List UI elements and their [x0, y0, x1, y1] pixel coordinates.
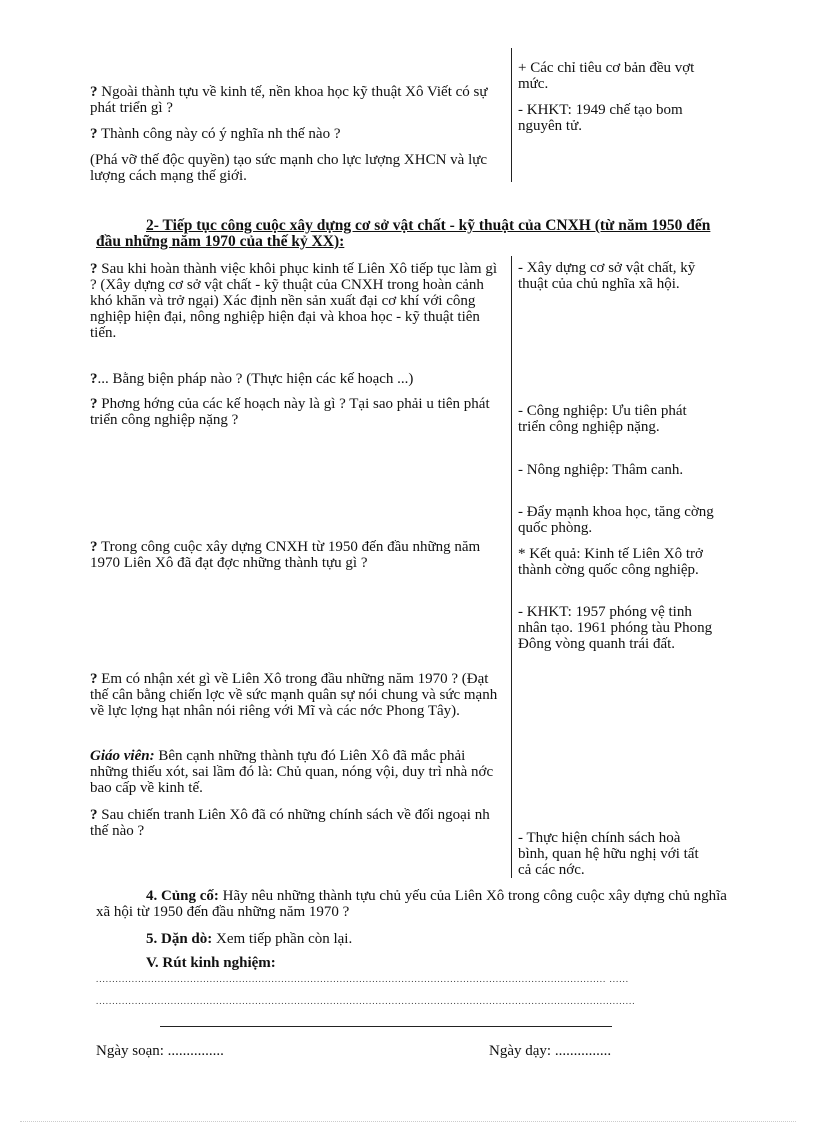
- question-text: Em có nhận xét gì về Liên Xô trong đầu những năm 1970 ? (Đạt thế cân bằng chiến lợc về sức mạnh quân sự nói chung và sức mạnh về lực lợng hạt nhân nói riêng với Mĩ và các nớc Phong Tây).: [90, 671, 498, 719]
- dotted-line: ............................................................................................................................................................. ......: [96, 974, 629, 984]
- question-direction: [90, 396, 502, 428]
- section-heading: 2- Tiếp tục công cuộc xây dựng cơ sở vật chất - kỹ thuật của CNXH (từ năm 1950 đến đầu những năm 1970 của thế kỷ XX):: [96, 217, 711, 250]
- question-results: [90, 539, 502, 571]
- teacher-note: [90, 748, 502, 796]
- answer-science-defense: - Đẩy mạnh khoa học, tăng cờng quốc phòng.: [518, 504, 714, 536]
- prep-date: [96, 1043, 346, 1059]
- question-text: Ngoài thành tựu về kinh tế, nền khoa học kỹ thuật Xô Viết có sự phát triển gì ?: [90, 84, 488, 116]
- answer-agriculture: - Nông nghiệp: Thâm canh.: [518, 462, 684, 478]
- answer-build-base: - Xây dựng cơ sở vật chất, kỹ thuật của chủ nghĩa xã hội.: [518, 260, 696, 292]
- question-text: Phơng hớng của các kế hoạch này là gì ? Tại sao phải u tiên phát triển công nghiệp nặng ?: [90, 396, 490, 428]
- question-text: Sau chiến tranh Liên Xô đã có những chính sách về đối ngoại nh thế nào ?: [90, 807, 490, 839]
- homework-label: 5. Dặn dò:: [146, 931, 213, 947]
- consolidation-text: Hãy nêu những thành tựu chủ yếu của Liên Xô trong công cuộc xây dựng chủ nghĩa xã hội từ 1950 đến đầu những năm 1970 ?: [96, 888, 727, 920]
- answer-industry: - Công nghiệp: Ưu tiên phát triển công nghiệp nặng.: [518, 403, 687, 435]
- dotted-line: ......................................................................................................................................................................: [96, 996, 636, 1006]
- separator-line: [160, 1026, 612, 1027]
- answer-peace-policy: - Thực hiện chính sách hoà bình, quan hệ hữu nghị với tất cả các nớc.: [518, 830, 699, 878]
- teach-date-value: ...............: [551, 1043, 612, 1059]
- answer-khkt-1957: - KHKT: 1957 phóng vệ tinh nhân tạo. 1961 phóng tàu Phong Đông vòng quanh trái đất.: [518, 604, 713, 652]
- teach-date-label: Ngày dạy:: [489, 1043, 552, 1059]
- question-mark: ?: [90, 396, 98, 412]
- prep-date-value: ...............: [163, 1043, 224, 1059]
- teacher-label: Giáo viên:: [90, 748, 155, 764]
- teacher-text: Bên cạnh những thành tựu đó Liên Xô đã mắc phải những thiếu xót, sai lầm đó là: Chủ quan, nóng vội, duy trì nhà nớc bao cấp về kinh tế.: [90, 748, 494, 796]
- question-mark: ?: [90, 126, 98, 142]
- question-assessment: [90, 671, 502, 719]
- question-text: Trong công cuộc xây dựng CNXH từ 1950 đến đầu những năm 1970 Liên Xô đã đạt đợc những thành tựu gì ?: [90, 539, 481, 571]
- question-text: Sau khi hoàn thành việc khôi phục kinh tế Liên Xô tiếp tục làm gì ? (Xây dựng cơ sở vật chất - kỹ thuật của CNXH trong hoàn cảnh khó khăn và trở ngại) Xác định nền sản xuất đại cơ khí với công nghiệp hiện đại, nông nghiệp hiện đại và khoa học - kỹ thuật tiên tiến.: [90, 261, 497, 341]
- question-mark: ?: [90, 807, 98, 823]
- prep-date-label: Ngày soạn:: [96, 1043, 164, 1059]
- homework: [146, 931, 646, 947]
- experience-heading: V. Rút kinh nghiệm:: [146, 955, 276, 971]
- question-mark: ?: [90, 539, 98, 555]
- page-bottom-border: [20, 1121, 796, 1122]
- question-text: ... Bằng biện pháp nào ? (Thực hiện các kế hoạch ...): [97, 371, 414, 387]
- homework-text: Xem tiếp phần còn lại.: [212, 931, 353, 947]
- answer-results: * Kết quả: Kinh tế Liên Xô trở thành cờng quốc công nghiệp.: [518, 546, 703, 578]
- teach-date: [489, 1043, 739, 1059]
- question-foreign-policy: [90, 807, 502, 839]
- column-divider: [511, 48, 512, 182]
- question-text: Thành công này có ý nghĩa nh thế nào ?: [97, 126, 341, 142]
- consolidation-label: 4. Củng cố:: [146, 888, 219, 904]
- answer-khkt-1949: - KHKT: 1949 chế tạo bom nguyên tử.: [518, 102, 683, 134]
- question-after-recovery: [90, 261, 502, 341]
- question-achievements: [90, 84, 500, 116]
- answer-targets: + Các chỉ tiêu cơ bản đều vợt mức.: [518, 60, 695, 92]
- question-mark: ?: [90, 261, 98, 277]
- question-mark: ?: [90, 671, 98, 687]
- column-divider: [511, 256, 512, 878]
- question-significance: [90, 126, 500, 142]
- question-mark: ?: [90, 84, 98, 100]
- consolidation: [96, 888, 736, 920]
- question-mark: ?: [90, 371, 98, 387]
- note-monopoly: (Phá vỡ thế độc quyền) tạo sức mạnh cho lực lượng XHCN và lực lượng cách mạng thế giới.: [90, 152, 488, 184]
- question-measures: [90, 371, 510, 387]
